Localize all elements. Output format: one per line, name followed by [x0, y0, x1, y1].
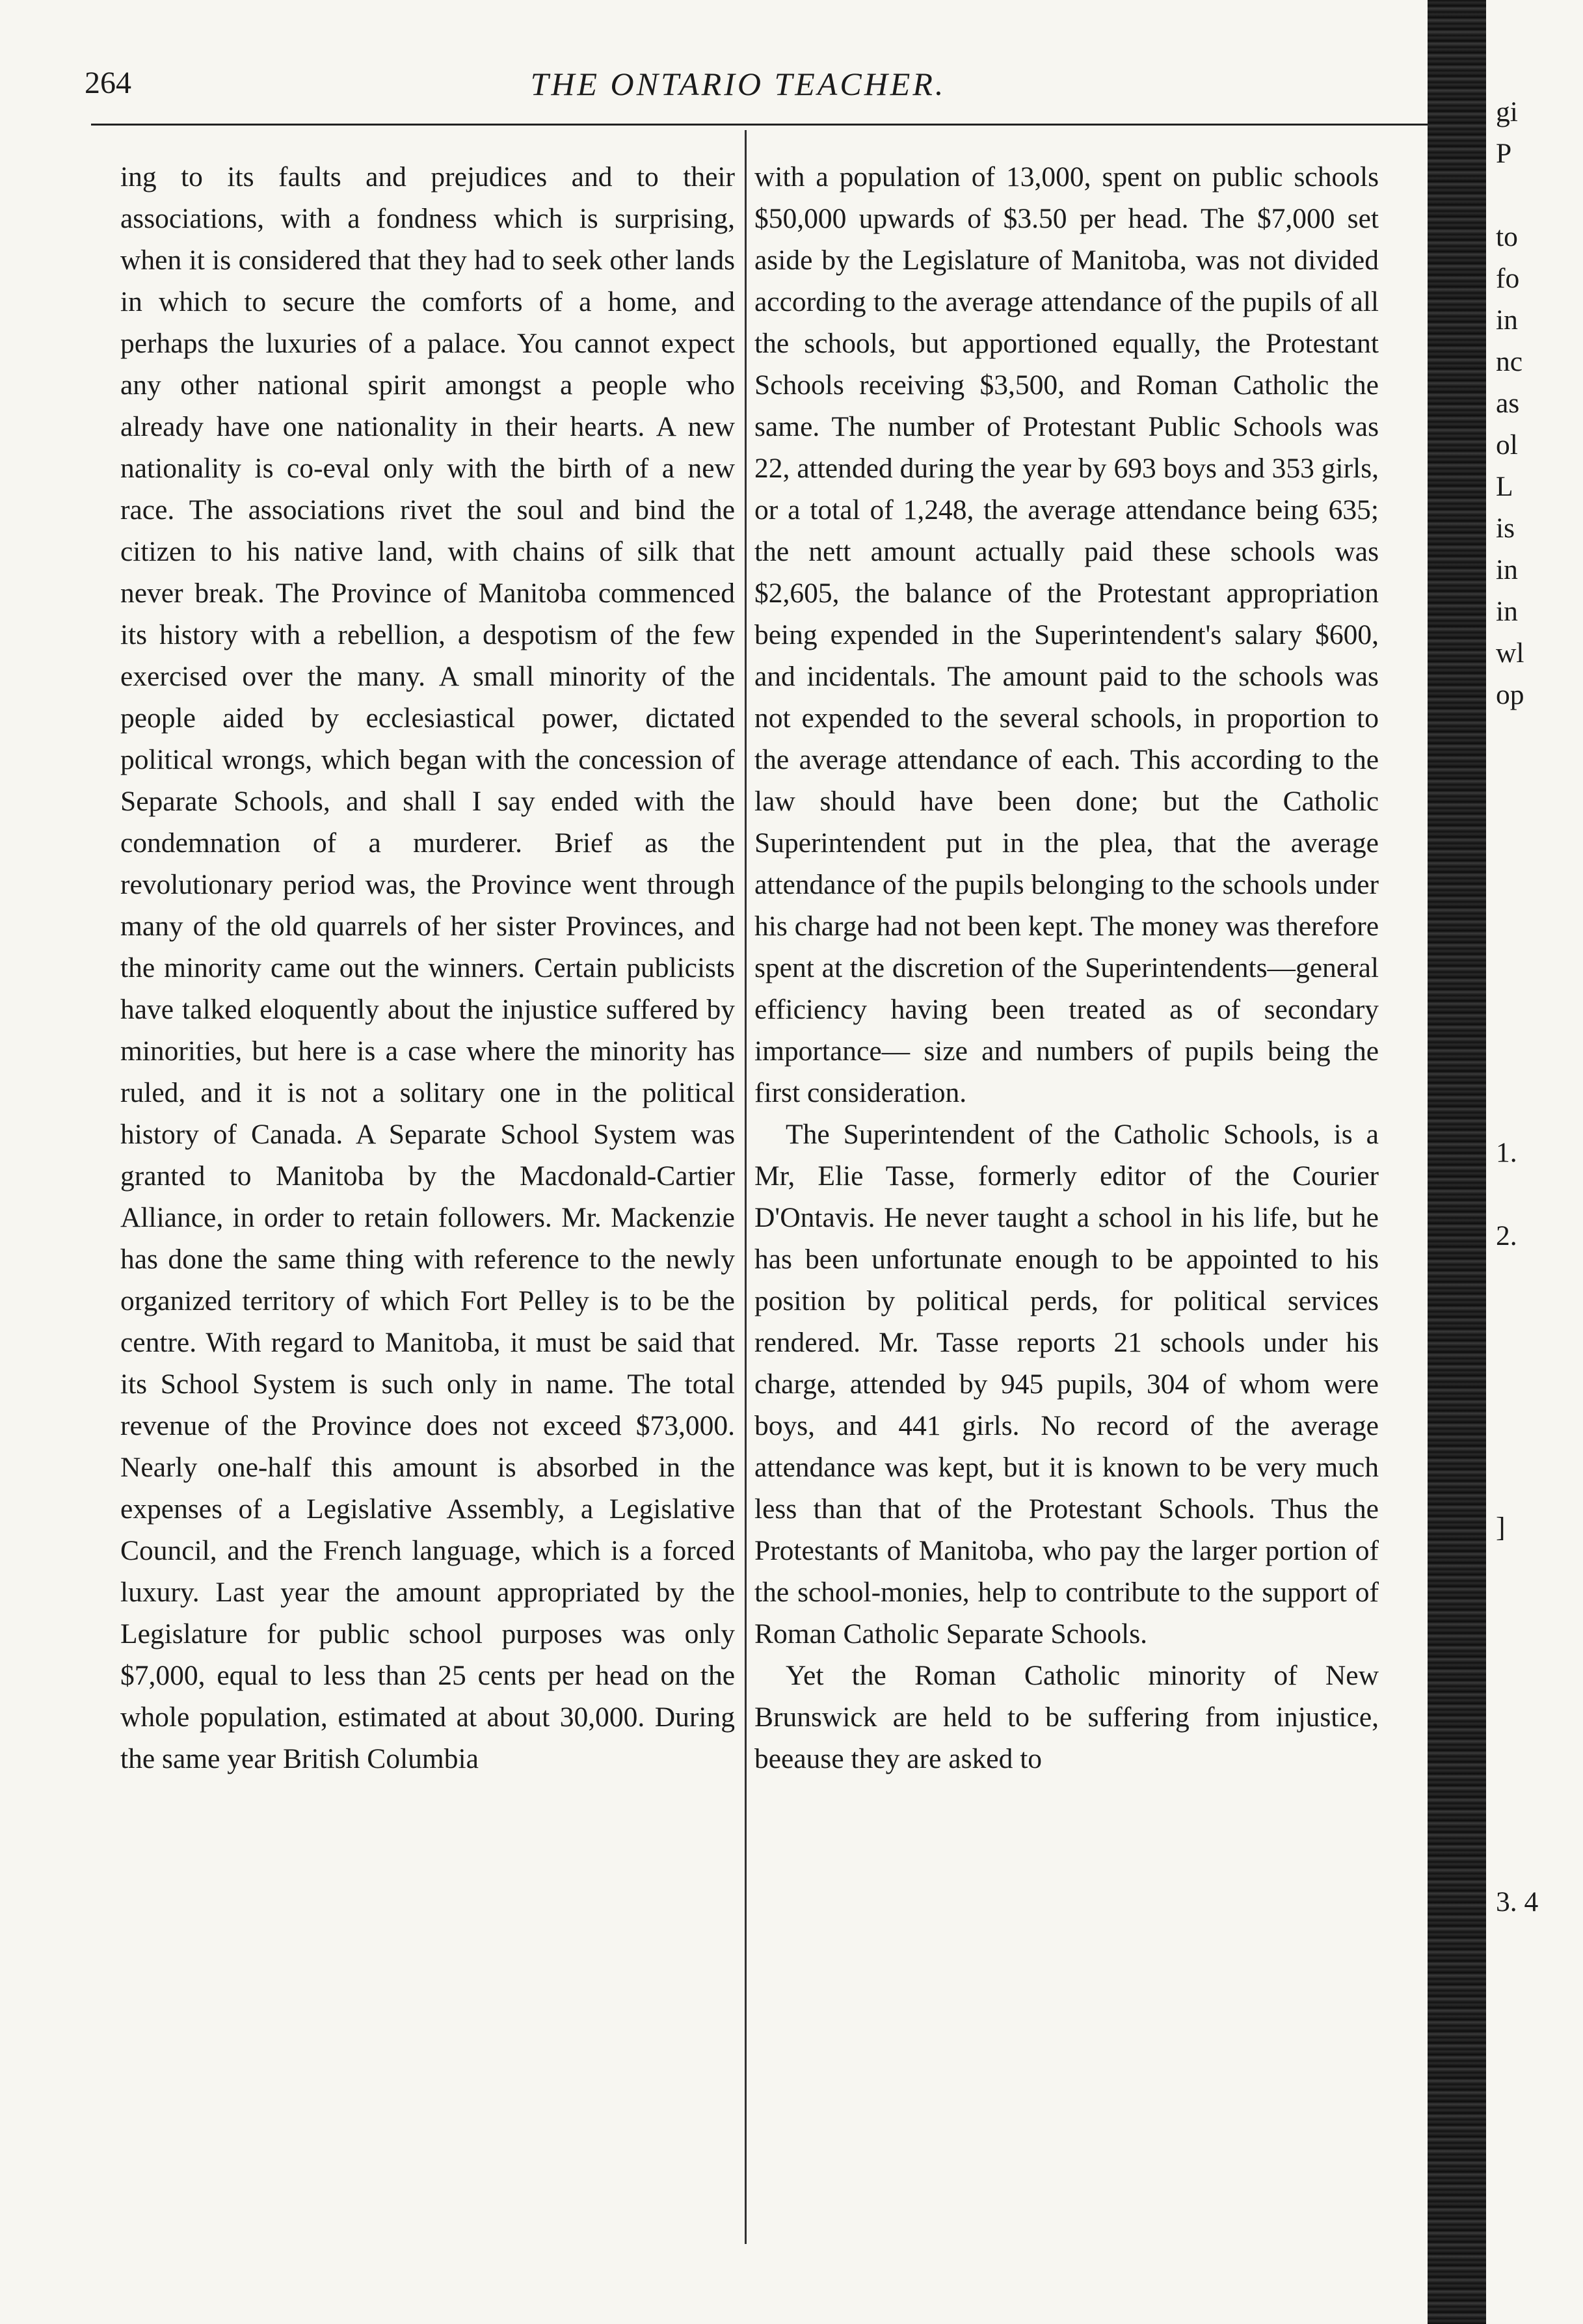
- margin-fragment: [1496, 965, 1574, 1007]
- margin-fragment: [1496, 1673, 1574, 1715]
- margin-fragment: [1496, 1048, 1574, 1090]
- paragraph: Yet the Roman Catholic minority of New Brunswick are held to be suffering from injustice, beeause they are asked to: [754, 1660, 1379, 1774]
- margin-fragment: [1496, 1590, 1574, 1631]
- margin-fragment: [1496, 1964, 1574, 2006]
- margin-fragment: [1496, 2048, 1574, 2089]
- binding-gutter: [1428, 0, 1486, 2324]
- margin-fragment: gi: [1496, 96, 1518, 127]
- margin-fragment: as: [1496, 388, 1520, 419]
- margin-fragment: ol: [1496, 429, 1518, 461]
- right-column: [754, 156, 1379, 2185]
- margin-fragment: [1496, 174, 1574, 216]
- margin-fragment: [1496, 882, 1574, 924]
- margin-fragment: [1496, 1382, 1574, 1423]
- margin-fragment: 2.: [1496, 1220, 1517, 1251]
- margin-fragment: [1496, 799, 1574, 840]
- margin-fragment: [1496, 1631, 1574, 1673]
- paragraph: with a population of 13,000, spent on public schools $50,000 upwards of $3.50 per head. The $7,000 set aside by the Legislature of Manitoba, was not divided according to the average attendance of the pupils of all the schools, but apportioned equally, the Protestant Schools receiving $3,500, and Roman Catholic the same. The number of Protestant Public Schools was 22, attended during the year by 693 boys and 353 girls, or a total of 1,248, the average attendance being 635; the nett amount actually paid these schools was $2,605, the balance of the Protestant appropriation being expended in the Superintendent's salary $600, and incidentals. The amount paid to the schools was not expended to the several schools, in proportion to the average attendance of each. This according to the law should have been done; but the Catholic Superintendent put in the plea, that the average attendance of the pupils belonging to the schools under his charge had not been kept. The money was therefore spent at the discretion of the Superintendents—general efficiency having been treated as of secondary importance— size and numbers of pupils being the first consideration.: [754, 161, 1379, 1108]
- margin-fragment: [1496, 1173, 1574, 1215]
- column-divider: [745, 130, 747, 2244]
- margin-fragment: is: [1496, 513, 1515, 544]
- margin-fragment: [1496, 1090, 1574, 1132]
- next-page-fragments: [1496, 91, 1574, 2089]
- margin-fragment: 3. 4: [1496, 1886, 1539, 1917]
- margin-fragment: [1496, 1756, 1574, 1798]
- margin-fragment: [1496, 757, 1574, 799]
- margin-fragment: fo: [1496, 263, 1520, 294]
- margin-fragment: ]: [1496, 1512, 1506, 1543]
- margin-fragment: [1496, 1423, 1574, 1465]
- margin-fragment: [1496, 1340, 1574, 1382]
- margin-fragment: [1496, 1548, 1574, 1590]
- margin-fragment: [1496, 1798, 1574, 1839]
- margin-fragment: L: [1496, 471, 1513, 502]
- margin-fragment: [1496, 1298, 1574, 1340]
- margin-fragment: in: [1496, 596, 1518, 627]
- margin-fragment: [1496, 1007, 1574, 1048]
- margin-fragment: [1496, 2006, 1574, 2048]
- margin-fragment: to: [1496, 221, 1518, 252]
- margin-fragment: wl: [1496, 637, 1524, 669]
- margin-fragment: P: [1496, 138, 1512, 169]
- page-header: [85, 59, 1392, 117]
- margin-fragment: in: [1496, 304, 1518, 336]
- running-title: THE ONTARIO TEACHER.: [530, 66, 946, 102]
- margin-fragment: op: [1496, 679, 1524, 710]
- left-column: [120, 156, 735, 2185]
- margin-fragment: [1496, 1257, 1574, 1298]
- margin-fragment: [1496, 1923, 1574, 1964]
- paragraph: ing to its faults and prejudices and to their associations, with a fondness which is surprising, when it is considered that they had to seek other lands in which to secure the comforts of a home, and perhaps the luxuries of a palace. You cannot expect any other national spirit amongst a people who already have one nationality in their hearts. A new nationality is co-eval only with the birth of a new race. The associations rivet the soul and bind the citizen to his native land, with chains of silk that never break. The Province of Manitoba commenced its history with a rebellion, a despotism of the few exercised over the many. A small minority of the people aided by ecclesiastical power, dictated political wrongs, which began with the concession of Separate Schools, and shall I say ended with the condemnation of a murderer. Brief as the revolutionary period was, the Province went through many of the old quarrels of her sister Provinces, and the minority came out the winners. Certain publicists have talked eloquently about the injustice suffered by minorities, but here is a case where the minority has ruled, and it is not a solitary one in the political history of Canada. A Separate School System was granted to Manitoba by the Macdonald-Cartier Alliance, in order to retain followers. Mr. Mackenzie has done the same thing with reference to the newly organized territory of which Fort Pelley is to be the centre. With regard to Manitoba, it must be said that its School System is such only in name. The total revenue of the Province does not exceed $73,000. Nearly one-half this amount is absorbed in the expenses of a Legislative Assembly, a Legislative Council, and the French language, which is a forced luxury. Last year the amount appropriated by the Legislature for public school purposes was only $7,000, equal to less than 25 cents per head on the whole population, estimated at about 30,000. During the same year British Columbia: [120, 161, 735, 1774]
- margin-fragment: nc: [1496, 346, 1523, 377]
- margin-fragment: [1496, 715, 1574, 757]
- margin-fragment: [1496, 1715, 1574, 1756]
- header-rule: [91, 124, 1437, 126]
- paragraph: The Superintendent of the Catholic Schools, is a Mr, Elie Tasse, formerly editor of the Courier D'Ontavis. He never taught a school in his life, but he has been unfortunate enough to be appointed to his position by political perds, for political services rendered. Mr. Tasse reports 21 schools under his charge, attended by 945 pupils, 304 of whom were boys, and 441 girls. No record of the average attendance was kept, but it is known to be very much less than that of the Protestant Schools. Thus the Protestants of Manitoba, who pay the larger portion of the school-monies, help to contribute to the support of Roman Catholic Separate Schools.: [754, 1119, 1379, 1650]
- margin-fragment: 1.: [1496, 1137, 1517, 1168]
- margin-fragment: [1496, 924, 1574, 965]
- margin-fragment: [1496, 840, 1574, 882]
- margin-fragment: [1496, 1839, 1574, 1881]
- margin-fragment: in: [1496, 554, 1518, 585]
- page-number: 264: [85, 66, 131, 100]
- margin-fragment: [1496, 1465, 1574, 1506]
